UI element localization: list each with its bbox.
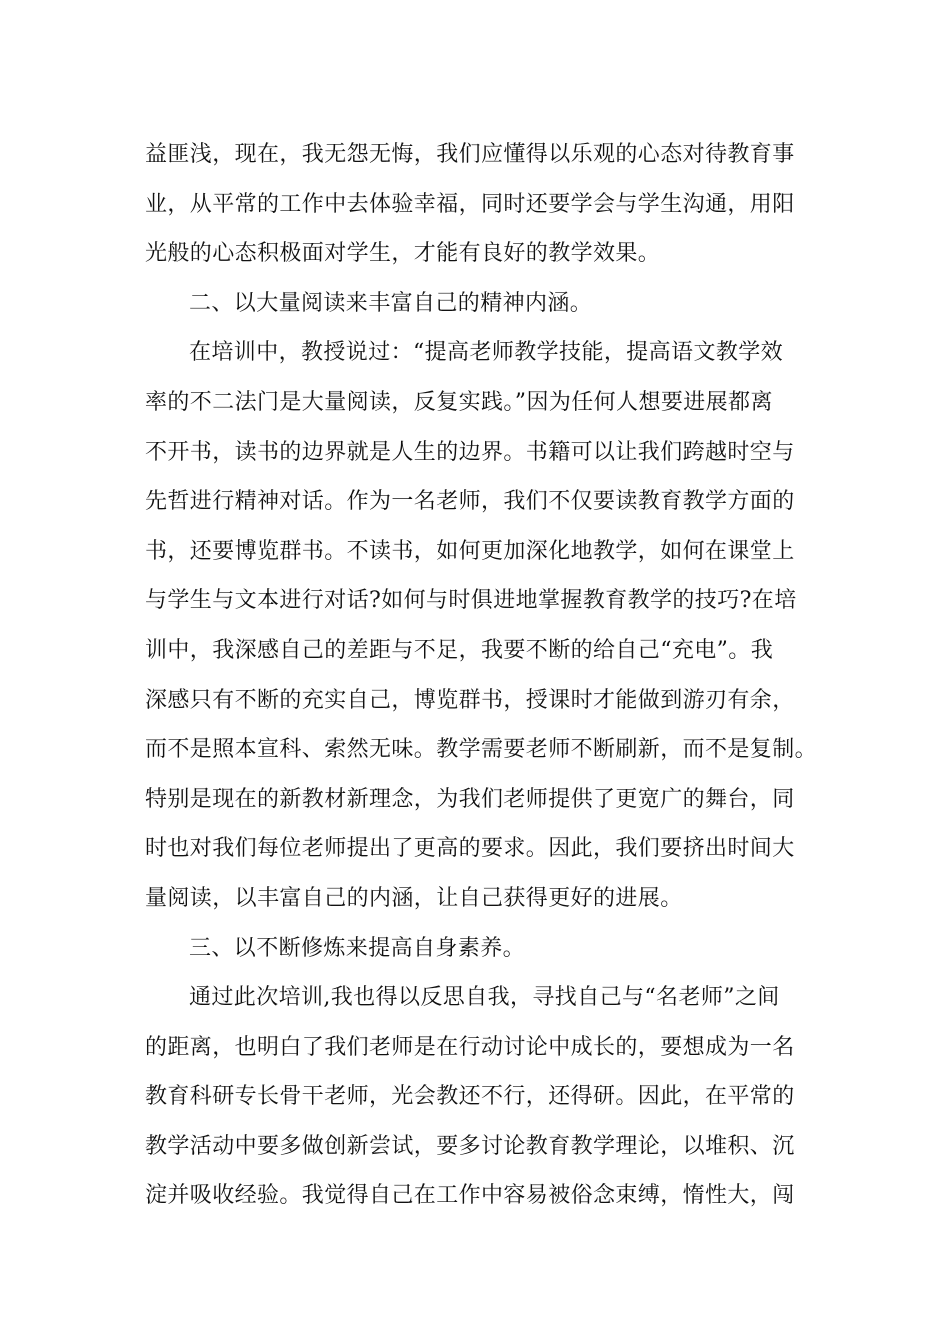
text-line: 而不是照本宣科、索然无味。教学需要老师不断刷新，而不是复制。 (145, 737, 818, 763)
text-line: 通过此次培训,我也得以反思自我，寻找自己与“名老师”之间 (189, 985, 780, 1011)
body-text (145, 130, 845, 1221)
text-line: 业，从平常的工作中去体验幸福，同时还要学会与学生沟通，用阳 (145, 191, 795, 217)
text-line: 先哲进行精神对话。作为一名老师，我们不仅要读教育教学方面的 (145, 489, 795, 515)
text-line: 淀并吸收经验。我觉得自己在工作中容易被俗念束缚，惰性大，闯 (145, 1183, 795, 1209)
text-line: 不开书，读书的边界就是人生的边界。书籍可以让我们跨越时空与 (145, 439, 795, 465)
text-line: 教学活动中要多做创新尝试，要多讨论教育教学理论，以堆积、沉 (145, 1133, 795, 1159)
text-line: 率的不二法门是大量阅读，反复实践。”因为任何人想要进展都离 (145, 389, 773, 415)
section-heading: 三、以不断修炼来提高自身素养。 (189, 935, 526, 961)
text-line: 时也对我们每位老师提出了更高的要求。因此，我们要挤出时间大 (145, 836, 795, 862)
text-line: 深感只有不断的充实自己，博览群书，授课时才能做到游刃有余， (145, 687, 795, 713)
text-line: 特别是现在的新教材新理念，为我们老师提供了更宽广的舞台，同 (145, 786, 795, 812)
text-line: 与学生与文本进行对话?如何与时俱进地掌握教育教学的技巧?在培 (145, 588, 797, 614)
section-heading: 二、以大量阅读来丰富自己的精神内涵。 (189, 290, 593, 316)
text-line: 教育科研专长骨干老师，光会教还不行，还得研。因此，在平常的 (145, 1084, 795, 1110)
text-line: 训中，我深感自己的差距与不足，我要不断的给自己“充电”。我 (145, 637, 774, 663)
text-line: 量阅读，以丰富自己的内涵，让自己获得更好的进展。 (145, 885, 683, 911)
text-line: 光般的心态积极面对学生，才能有良好的教学效果。 (145, 241, 661, 267)
text-line: 书，还要博览群书。不读书，如何更加深化地教学，如何在课堂上 (145, 538, 795, 564)
text-line: 益匪浅，现在，我无怨无悔，我们应懂得以乐观的心态对待教育事 (145, 142, 795, 167)
text-line: 在培训中，教授说过：“提高老师教学技能，提高语文教学效 (189, 340, 784, 366)
text-line: 的距离，也明白了我们老师是在行动讨论中成长的，要想成为一名 (145, 1034, 795, 1060)
